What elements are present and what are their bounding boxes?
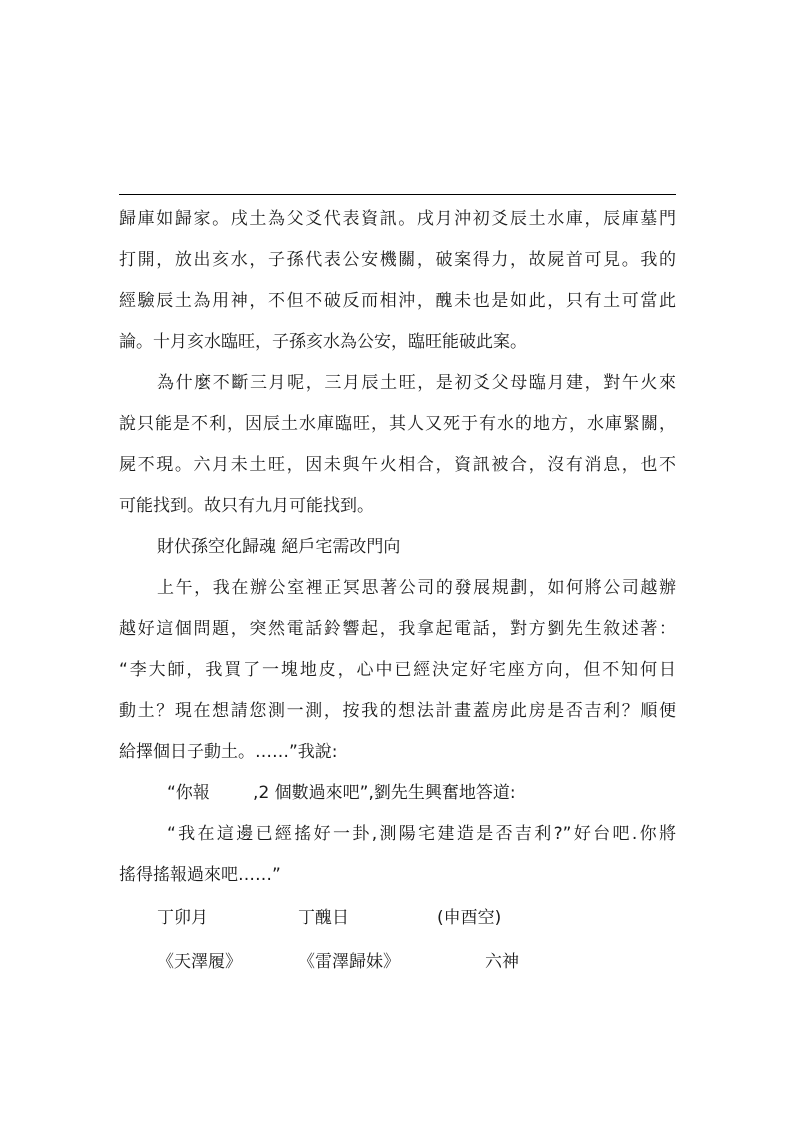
text-line: 論。十月亥水臨旺，子孫亥水為公安，臨旺能破此案。 xyxy=(119,332,527,352)
text-line: 搖得搖報過來吧……” xyxy=(119,865,281,885)
text-line: 可能找到。故只有九月可能找到。 xyxy=(119,496,374,516)
text-line: 打開，放出亥水，子孫代表公安機關，破案得力，故屍首可見。我的 xyxy=(119,250,676,270)
six-spirits-label: 六神 xyxy=(485,952,519,972)
text-line: 上午，我在辦公室裡正冥思著公司的發展規劃，如何將公司越辦 xyxy=(157,578,676,598)
changed-hexagram: 《雷澤歸妹》 xyxy=(298,952,400,972)
body-text xyxy=(119,199,676,984)
void-branches: (申酉空) xyxy=(437,908,502,928)
paragraph-4: “你報 ,2 個數過來吧”,劉先生興奮地答道: xyxy=(167,783,516,803)
paragraph-2 xyxy=(119,363,676,527)
paragraph-3 xyxy=(119,568,676,773)
main-hexagram: 《天澤履》 xyxy=(157,952,242,972)
header-rule xyxy=(119,194,676,195)
text-line: 動土？現在想請您測一測，按我的想法計畫蓋房此房是否吉利？順便 xyxy=(119,701,676,721)
month-pillar: 丁卯月 xyxy=(157,908,208,928)
text-line: 屍不現。六月未土旺，因未與午火相合，資訊被合，沒有消息，也不 xyxy=(119,455,676,475)
paragraph-5 xyxy=(119,814,676,896)
text-line: 歸庫如歸家。戌土為父爻代表資訊。戌月沖初爻辰土水庫，辰庫墓門 xyxy=(119,209,676,229)
text-line: 說只能是不利，因辰土水庫臨旺，其人又死于有水的地方，水庫緊關， xyxy=(119,414,676,434)
text-line: 越好這個問題，突然電話鈴響起，我拿起電話，對方劉先生敘述著： xyxy=(119,619,676,639)
paragraph-1 xyxy=(119,199,676,363)
section-heading: 財伏孫空化歸魂 絕戶宅需改門向 xyxy=(157,537,401,557)
text-line: “我在這邊已經搖好一卦,測陽宅建造是否吉利?”好台吧.你將 xyxy=(167,824,676,844)
hexagram-date-row xyxy=(119,896,676,940)
hexagram-name-row xyxy=(119,940,676,984)
text-line: “李大師，我買了一塊地皮，心中已經決定好宅座方向，但不知何日 xyxy=(119,660,676,680)
day-pillar: 丁醜日 xyxy=(298,908,349,928)
text-line: 經驗辰土為用神，不但不破反而相沖，醜未也是如此，只有土可當此 xyxy=(119,291,676,311)
text-line: 給擇個日子動土。……”我說: xyxy=(119,742,338,762)
text-line: 為什麼不斷三月呢，三月辰土旺，是初爻父母臨月建，對午火來 xyxy=(157,373,676,393)
